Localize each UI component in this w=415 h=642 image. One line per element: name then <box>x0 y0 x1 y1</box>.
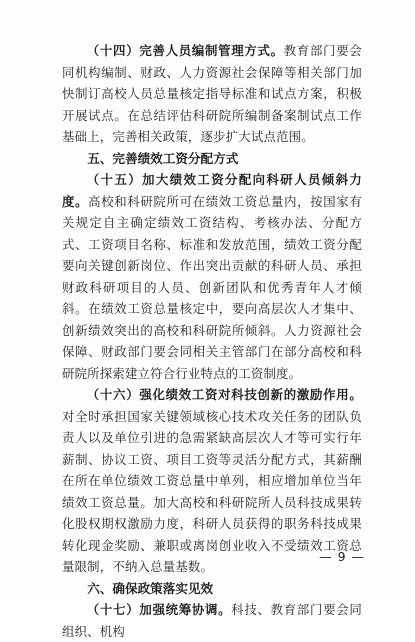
paragraph-15-body: 高校和科研院所可在绩效工资总量内，按国家有关规定自主确定绩效工资结构、考核办法、分配方式、工资项目名称、标准和发放范围，绩效工资分配要向关键创新岗位、作出突出贡献的科研人员、承担财政科研项目的人员、创新团队和优秀青年人才倾斜。在绩效工资总量核定中，要向高层次人才集中、创新绩效突出的高校和科研院所倾斜。人力资源社会保障、财政部门要会同相关主管部门在部分高校和科研院所探索建立符合行业特点的工资制度。 <box>62 193 363 381</box>
document-body <box>62 40 362 642</box>
paragraph-17 <box>62 599 362 642</box>
paragraph-17-body: 科技、教育部门要会同组织、机构 <box>62 602 362 639</box>
paragraph-15-lead: （十五）加大绩效工资分配向科研人员倾斜力度。 <box>62 172 362 209</box>
paragraph-16-body: 对全时承担国家关键领域核心技术攻关任务的团队负责人以及单位引进的急需紧缺高层次人才等可实行年薪制、协议工资、项目工资等灵活分配方式，其薪酬在所在单位绩效工资总量中单列，相应增加单位当年绩效工资总量。加大高校和科研院所人员科技成果转化股权期权激励力度，科研人员获得的职务科技成果转化现金奖励、兼职或离岗创业收入不受绩效工资总量限制，不纳入总量基数。 <box>62 408 362 574</box>
paragraph-16 <box>62 384 362 578</box>
paragraph-17-lead: （十七）加强统筹协调。 <box>86 602 232 617</box>
page-number: — 9 — <box>319 549 365 564</box>
paragraph-15 <box>62 169 362 384</box>
paragraph-14-lead: （十四）完善人员编制管理方式。 <box>86 43 284 58</box>
section-six-heading: 六、确保政策落实见效 <box>87 580 214 596</box>
paragraph-14-body: 教育部门要会同机构编制、财政、人力资源社会保障等相关部门加快制订高校人员总量核定指导标准和试点方案，积极开展试点。在总结评估科研院所编制备案制试点工作基础上，完善相关政策，逐步扩大试点范围。 <box>62 43 363 144</box>
paragraph-14 <box>62 40 362 148</box>
paragraph-16-lead: （十六）强化绩效工资对科技创新的激励作用。 <box>86 387 362 402</box>
section-five-heading: 五、完善绩效工资分配方式 <box>87 150 239 166</box>
